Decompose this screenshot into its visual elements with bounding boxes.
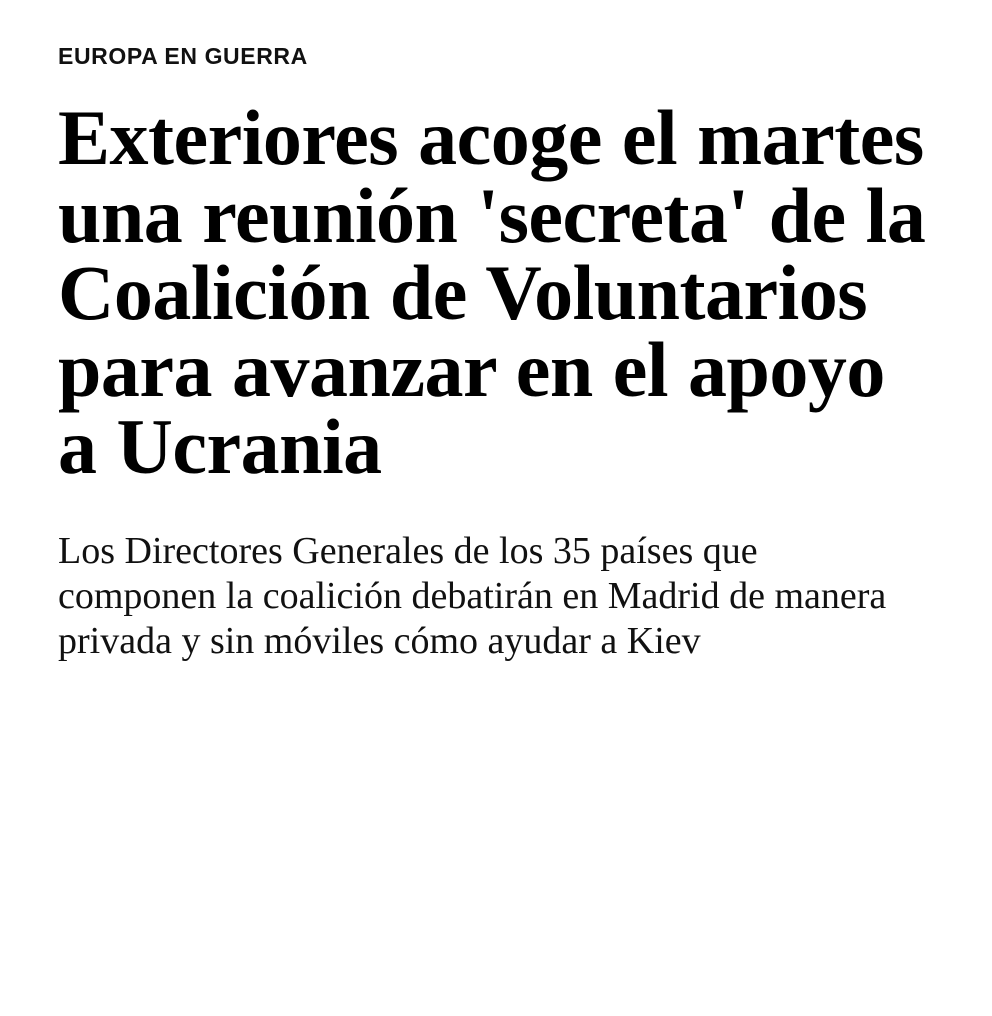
- article-kicker[interactable]: EUROPA EN GUERRA: [58, 43, 308, 69]
- article-standfirst: Los Directores Generales de los 35 países que componen la coalición debatirán en Madrid de manera privada y sin móviles cómo ayudar a Kiev: [58, 530, 887, 663]
- article-headline: Exteriores acoge el martes una reunión 'secreta' de la Coalición de Voluntarios para avanzar en el apoyo a Ucrania: [58, 94, 926, 491]
